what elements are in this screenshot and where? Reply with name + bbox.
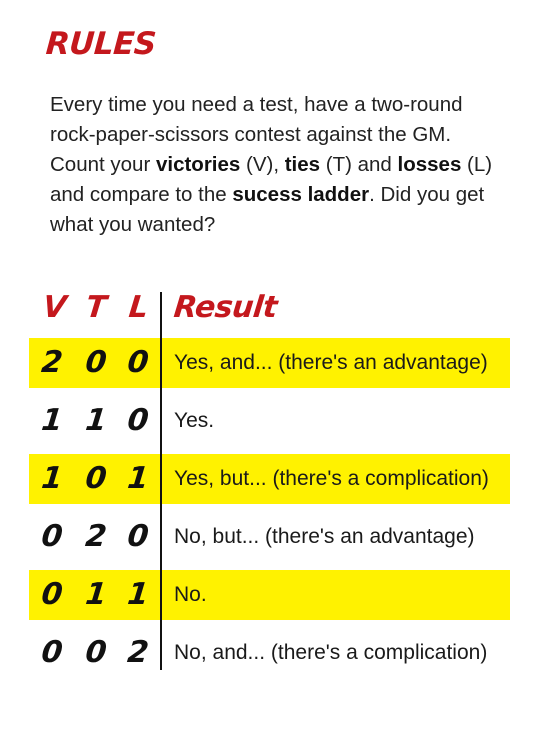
table-header xyxy=(0,282,548,338)
victories-count: 0 xyxy=(39,577,65,612)
losses-count: 1 xyxy=(125,577,151,612)
losses-count: 0 xyxy=(125,345,151,380)
victories-count: 0 xyxy=(39,519,65,554)
page-title: RULES xyxy=(44,26,158,62)
ties-term: ties xyxy=(284,153,321,176)
header-ties: T xyxy=(84,290,109,325)
victories-term: victories xyxy=(155,153,241,176)
rules-intro xyxy=(50,90,510,240)
intro-text: (T) and xyxy=(320,153,398,176)
header-victories: V xyxy=(41,290,69,325)
intro-text: . Did you get what you wanted? xyxy=(50,183,485,236)
losses-count: 1 xyxy=(125,461,151,496)
victories-count: 1 xyxy=(39,403,65,438)
table-row xyxy=(0,338,548,396)
result-text: No, and... (there's a complication) xyxy=(174,641,488,664)
result-text: Yes. xyxy=(174,409,215,432)
intro-text: (V), xyxy=(240,153,285,176)
ties-count: 0 xyxy=(83,461,109,496)
ties-count: 0 xyxy=(83,345,109,380)
victories-count: 2 xyxy=(39,345,65,380)
result-text: No, but... (there's an advantage) xyxy=(174,525,475,548)
header-losses: L xyxy=(127,290,150,325)
losses-term: losses xyxy=(397,153,462,176)
success-ladder-table xyxy=(0,282,548,686)
losses-count: 0 xyxy=(125,403,151,438)
table-row xyxy=(0,512,548,570)
success-ladder-term: sucess ladder xyxy=(232,183,370,206)
table-body xyxy=(0,338,548,686)
losses-count: 2 xyxy=(125,635,151,670)
table-row xyxy=(0,628,548,686)
result-text: No. xyxy=(174,583,207,606)
result-text: Yes, but... (there's a complication) xyxy=(174,467,489,490)
ties-count: 1 xyxy=(83,577,109,612)
intro-text: (L) and compare to the xyxy=(50,153,493,206)
losses-count: 0 xyxy=(125,519,151,554)
ties-count: 1 xyxy=(83,403,109,438)
victories-count: 0 xyxy=(39,635,65,670)
table-row xyxy=(0,570,548,628)
table-row xyxy=(0,454,548,512)
header-result: Result xyxy=(172,290,279,325)
intro-text: Every time you need a test, have a two-round rock-paper-scissors contest against the GM. Count your xyxy=(50,93,463,176)
victories-count: 1 xyxy=(39,461,65,496)
ties-count: 2 xyxy=(83,519,109,554)
column-divider xyxy=(160,292,162,670)
result-text: Yes, and... (there's an advantage) xyxy=(174,351,488,374)
table-row xyxy=(0,396,548,454)
ties-count: 0 xyxy=(83,635,109,670)
